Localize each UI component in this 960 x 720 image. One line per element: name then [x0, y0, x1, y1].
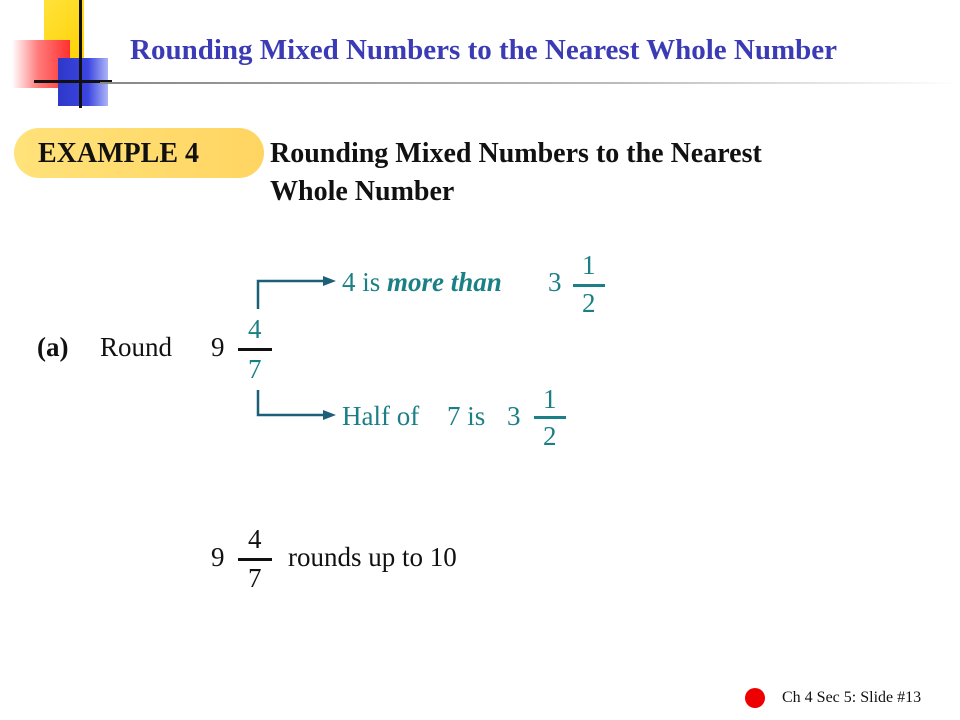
slide-title: Rounding Mixed Numbers to the Nearest Whole Number — [130, 34, 838, 66]
problem-denominator: 7 — [248, 354, 262, 384]
part-label: (a) — [37, 332, 69, 362]
upper-note — [342, 269, 502, 296]
upper-arrow-head — [323, 276, 336, 286]
result-whole: 9 — [211, 542, 225, 572]
stop-button[interactable] — [745, 688, 765, 708]
lower-arrow-head — [323, 410, 336, 420]
slide-number: Ch 4 Sec 5: Slide #13 — [782, 689, 922, 706]
title-underline — [100, 82, 960, 84]
arrow-connectors — [240, 250, 350, 430]
problem-numerator: 4 — [248, 314, 262, 344]
result-denominator: 7 — [248, 563, 262, 593]
lower-arrow-line — [258, 390, 323, 415]
result-numerator: 4 — [248, 524, 262, 554]
upper-note-prefix: 4 is — [342, 267, 381, 297]
lower-note-prefix: Half of — [342, 401, 420, 431]
upper-denominator: 2 — [582, 288, 596, 318]
upper-numerator: 1 — [582, 250, 596, 280]
lower-numerator: 1 — [543, 384, 557, 414]
upper-arrow-line — [258, 281, 323, 309]
result-text: rounds up to 10 — [288, 542, 457, 572]
round-word: Round — [100, 332, 173, 362]
upper-note-emphasis: more than — [387, 267, 502, 297]
upper-whole: 3 — [548, 267, 562, 297]
lower-fraction-bar — [534, 416, 566, 419]
result-fraction-bar — [238, 558, 272, 561]
lower-denominator: 2 — [543, 421, 557, 451]
example-badge-label: EXAMPLE 4 — [38, 138, 199, 169]
example-heading-line1: Rounding Mixed Numbers to the Nearest — [270, 138, 762, 169]
upper-fraction-bar — [573, 284, 605, 287]
problem-whole: 9 — [211, 332, 225, 362]
lower-note-mid: 7 is — [447, 401, 486, 431]
example-heading-line2: Whole Number — [270, 176, 455, 207]
logo-vertical-line — [79, 0, 82, 108]
lower-whole: 3 — [507, 401, 521, 431]
